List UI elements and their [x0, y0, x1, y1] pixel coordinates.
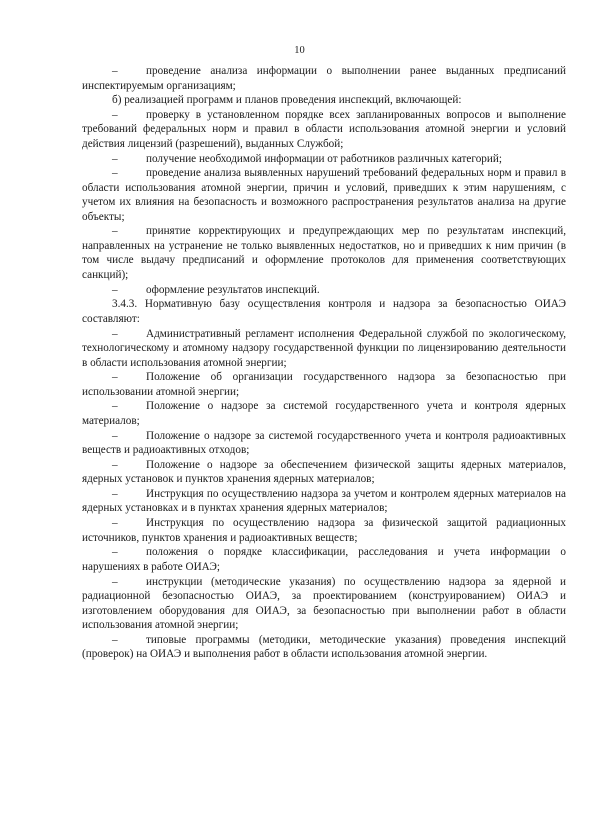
list-dash: – — [112, 575, 118, 588]
paragraph — [82, 297, 566, 326]
paragraph-text: Административный регламент исполнения Федеральной службой по экологическому, технологическому и атомному надзору государственной функции по лицензированию деятельности в области использования атомной энергии; — [82, 327, 566, 369]
list-item — [82, 458, 566, 487]
document-body — [82, 64, 566, 662]
list-dash: – — [112, 327, 118, 340]
paragraph-text: Положение о надзоре за обеспечением физической защиты ядерных материалов, ядерных установок и пунктов хранения ядерных материалов; — [82, 458, 566, 486]
list-item — [82, 545, 566, 574]
paragraph-text: положения о порядке классификации, расследования и учета информации о нарушениях в работе ОИАЭ; — [82, 546, 566, 573]
list-item — [82, 429, 566, 458]
list-dash: – — [112, 546, 118, 559]
list-item — [82, 487, 566, 516]
paragraph-text: проведение анализа информации о выполнении ранее выданных предписаний инспектируемым организациям; — [82, 65, 566, 92]
paragraph-text: проведение анализа выявленных нарушений требований федеральных норм и правил в области использования атомной энергии, причин и условий, приведших к этим нарушениям, с учетом их влияния на безопасность и возможного распространения результатов анализа на другие объекты; — [82, 167, 566, 223]
list-dash: – — [112, 225, 118, 238]
paragraph-text: получение необходимой информации от работников различных категорий; — [146, 152, 502, 165]
paragraph-text: Положение о надзоре за системой государственного учета и контроля ядерных материалов; — [82, 400, 566, 427]
paragraph-text: принятие корректирующих и предупреждающих мер по результатам инспекций, направленных на устранение не только выявленных недостатков, но и приведших к ним причин (в том числе выдачу предписаний и оформление протоколов для применения соответствующих санкций); — [82, 225, 566, 281]
list-dash: – — [112, 283, 118, 296]
list-item — [82, 399, 566, 428]
list-dash: – — [112, 108, 118, 121]
list-item — [82, 166, 566, 224]
paragraph-text: Положение об организации государственного надзора за безопасностью при использовании атомной энергии; — [82, 371, 566, 398]
list-item — [82, 516, 566, 545]
paragraph-text: инструкции (методические указания) по осуществлению надзора за ядерной и радиационной безопасностью ОИАЭ, за проектированием (конструированием) ОИАЭ и изготовлением оборудования для ОИАЭ, за безопасностью при выполнении работ в области использования атомной энергии; — [82, 575, 566, 631]
list-item — [82, 224, 566, 282]
list-item — [82, 152, 566, 167]
list-item — [82, 575, 566, 633]
list-item — [82, 64, 566, 93]
paragraph-text: Инструкция по осуществлению надзора за физической защитой радиационных источников, пунктов хранения и радиоактивных веществ; — [82, 517, 566, 544]
paragraph — [82, 93, 566, 108]
list-dash: – — [112, 152, 118, 165]
paragraph-text: типовые программы (методики, методические указания) проведения инспекций (проверок) на ОИАЭ и выполнения работ в области использования атомной энергии. — [82, 633, 566, 661]
list-item — [82, 633, 566, 662]
paragraph-text: б) реализацией программ и планов проведения инспекций, включающей: — [112, 94, 462, 107]
list-dash: – — [112, 633, 118, 646]
list-item — [82, 370, 566, 399]
list-item — [82, 108, 566, 152]
list-dash: – — [112, 400, 118, 413]
page-number: 10 — [294, 45, 305, 56]
paragraph-text: оформление результатов инспекций. — [146, 283, 320, 296]
list-dash: – — [112, 371, 118, 384]
list-dash: – — [112, 167, 118, 180]
list-dash: – — [112, 65, 118, 77]
paragraph-text: 3.4.3. Нормативную базу осуществления контроля и надзора за безопасностью ОИАЭ составляют: — [82, 298, 566, 325]
list-item — [82, 327, 566, 371]
paragraph-text: проверку в установленном порядке всех запланированных вопросов и выполнение требований федеральных норм и правил в области использования атомной энергии и условий действия лицензий (разрешений), выданных Службой; — [82, 108, 566, 150]
list-dash: – — [112, 458, 118, 471]
paragraph-text: Положение о надзоре за системой государственного учета и контроля радиоактивных веществ и радиоактивных отходов; — [82, 429, 566, 457]
list-dash: – — [112, 429, 118, 442]
list-dash: – — [112, 487, 118, 500]
list-item — [82, 283, 566, 298]
list-dash: – — [112, 517, 118, 530]
paragraph-text: Инструкция по осуществлению надзора за учетом и контролем ядерных материалов на ядерных установках и в пунктах хранения ядерных материалов; — [82, 487, 566, 515]
